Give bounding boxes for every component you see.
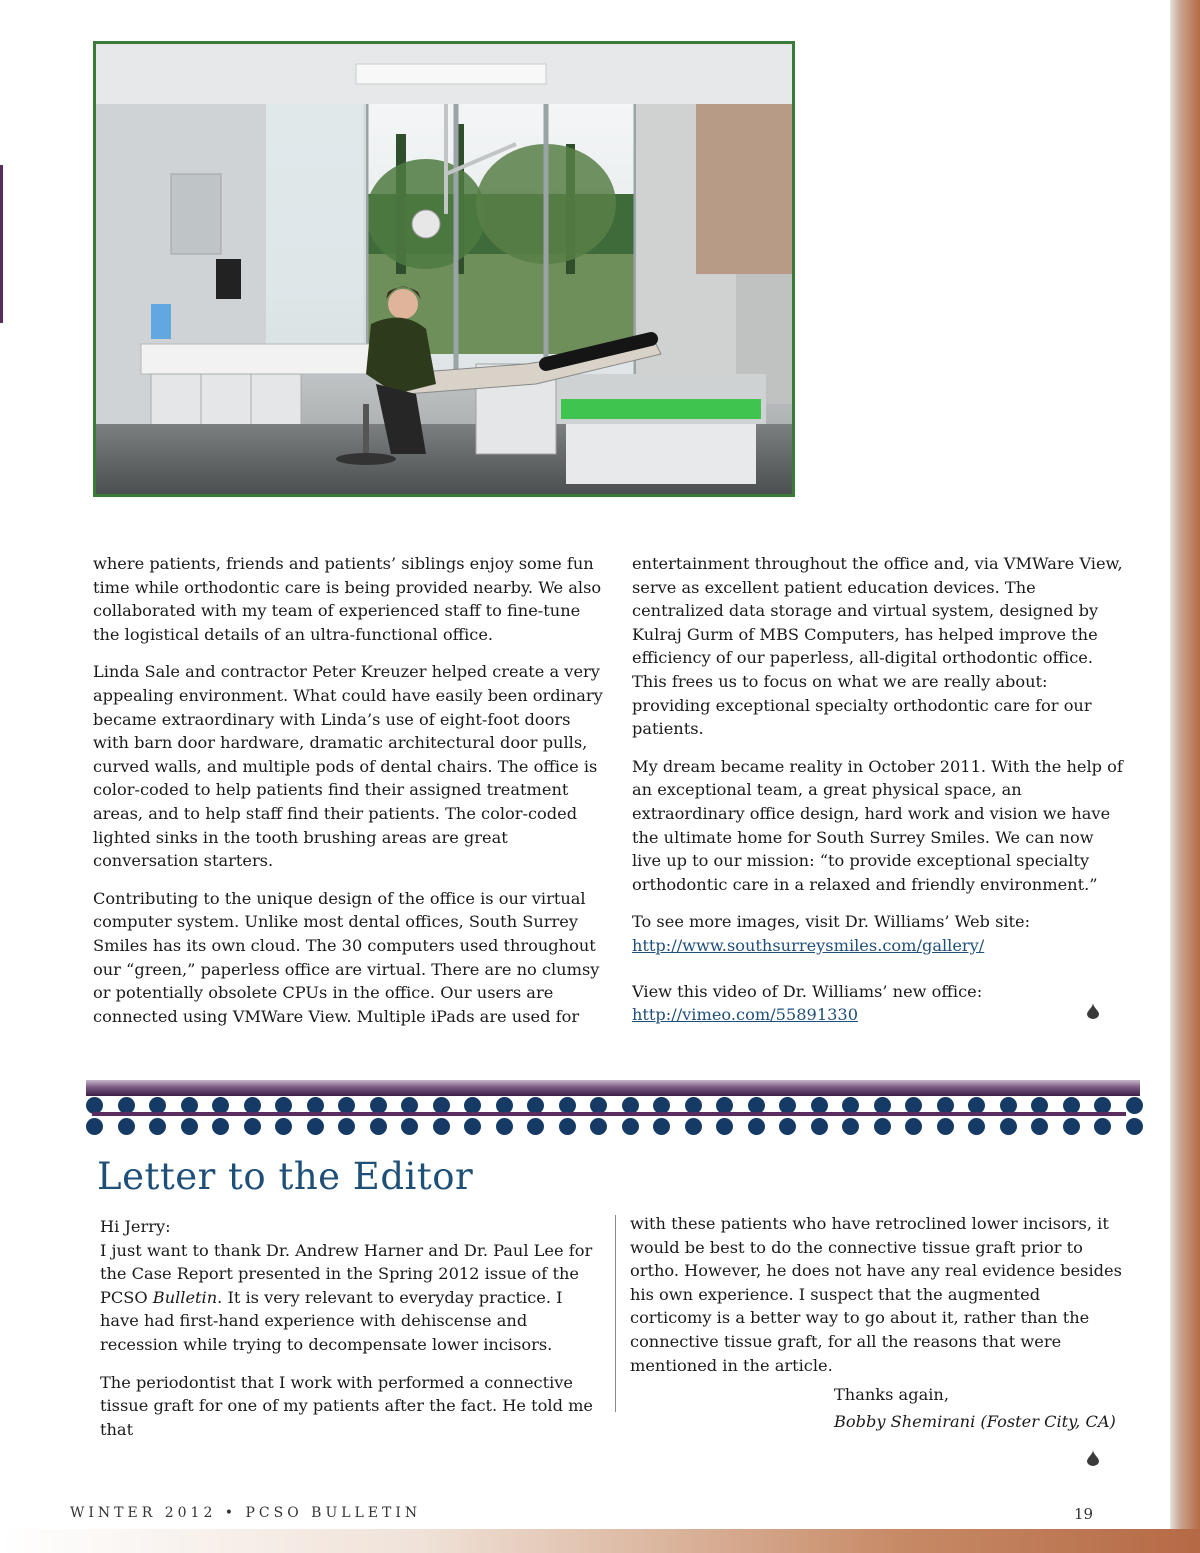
decorative-dot bbox=[748, 1118, 765, 1135]
decorative-dot bbox=[370, 1118, 387, 1135]
letter-signoff bbox=[834, 1381, 1116, 1435]
drop-end-icon bbox=[1087, 1450, 1099, 1466]
photo-illustration bbox=[96, 44, 792, 494]
decorative-dot bbox=[244, 1118, 261, 1135]
decorative-dot bbox=[874, 1118, 891, 1135]
decorative-dot bbox=[1126, 1097, 1143, 1114]
decorative-dot bbox=[118, 1118, 135, 1135]
letter-greeting: Hi Jerry: bbox=[100, 1217, 171, 1236]
letter-text: . It is very relevant to everyday practice. I have had first-hand experience with dehiscense and recession while trying to decompensate lower incisors. bbox=[100, 1287, 563, 1354]
drop-end-icon bbox=[1087, 1003, 1099, 1019]
decorative-dot bbox=[401, 1118, 418, 1135]
article-paragraph: My dream became reality in October 2011. With the help of an exceptional team, a great physical space, an extraordinary office design, hard work and vision we have the ultimate home for South Surrey Smiles. We can now live up to our mission: “to provide exceptional specialty orthodontic care in a relaxed and friendly environment.” bbox=[632, 756, 1123, 894]
decorative-dot bbox=[527, 1118, 544, 1135]
article-paragraph: where patients, friends and patients’ siblings enjoy some fun time while orthodontic care is being provided nearby. We also collaborated with my team of experienced staff to fine-tune the logistical details of an ultra-functional office. bbox=[93, 554, 602, 644]
dot-row-bottom bbox=[86, 1118, 1142, 1136]
decorative-dot bbox=[905, 1118, 922, 1135]
decorative-dot bbox=[779, 1118, 796, 1135]
publication-name: Bulletin bbox=[152, 1287, 218, 1307]
article-paragraph: Linda Sale and contractor Peter Kreuzer helped create a very appealing environment. What could have easily been ordinary became extraordinary with Linda’s use of eight-foot doors with barn door hardware, dramatic architectural door pulls, curved walls, and multiple pods of dental chairs. The office is color-coded to help patients find their assigned treatment areas, and to help staff find their patients. The color-coded lighted sinks in the tooth brushing areas are great conversation starters. bbox=[93, 662, 603, 871]
decorative-dot bbox=[275, 1118, 292, 1135]
article-column-right bbox=[632, 552, 1127, 1041]
letter-column-left bbox=[100, 1215, 605, 1455]
decorative-dot bbox=[1063, 1118, 1080, 1135]
article-paragraph: Contributing to the unique design of the office is our virtual computer system. Unlike most dental offices, South Surrey Smiles has its own cloud. The 30 computers used throughout our “green,” paperless office are virtual. There are no clumsy or potentially obsolete CPUs in the office. Our users are connected using VMWare View. Multiple iPads are used for bbox=[93, 888, 600, 1026]
left-edge-rule bbox=[0, 165, 3, 323]
bottom-edge-bar bbox=[0, 1529, 1200, 1553]
decorative-dot bbox=[496, 1118, 513, 1135]
decorative-dot bbox=[1126, 1118, 1143, 1135]
letter-text: I just want to thank Dr. Andrew Harner and Dr. Paul Lee for the Case Report presented in the Spring 2012 issue of the PCSO bbox=[100, 1240, 593, 1307]
decorative-dot bbox=[338, 1118, 355, 1135]
video-link[interactable]: http://vimeo.com/55891330 bbox=[632, 1005, 859, 1025]
decorative-dot bbox=[1000, 1118, 1017, 1135]
decorative-dot bbox=[622, 1118, 639, 1135]
decorative-dot bbox=[716, 1118, 733, 1135]
column-separator bbox=[615, 1215, 616, 1412]
decorative-dot bbox=[1031, 1118, 1048, 1135]
decorative-dot bbox=[811, 1118, 828, 1135]
decorative-dot bbox=[307, 1118, 324, 1135]
decorative-dot bbox=[590, 1118, 607, 1135]
decorative-dot bbox=[937, 1118, 954, 1135]
footer-publication: WINTER 2012 • PCSO BULLETIN bbox=[70, 1505, 422, 1521]
decorative-dot bbox=[433, 1118, 450, 1135]
decorative-dot bbox=[968, 1118, 985, 1135]
letter-column-right bbox=[630, 1212, 1125, 1391]
letter-paragraph: The periodontist that I work with performed a connective tissue graft for one of my patients after the fact. He told me that bbox=[100, 1372, 594, 1439]
decorative-dot bbox=[181, 1118, 198, 1135]
video-intro: View this video of Dr. Williams’ new office: bbox=[632, 981, 983, 1001]
decorative-dot bbox=[685, 1118, 702, 1135]
decorative-dot bbox=[653, 1118, 670, 1135]
right-edge-bar bbox=[1170, 0, 1200, 1553]
gallery-intro: To see more images, visit Dr. Williams’ Web site: bbox=[632, 912, 1031, 932]
divider-band bbox=[86, 1080, 1140, 1096]
letter-paragraph bbox=[100, 1215, 605, 1357]
closing: Thanks again, bbox=[834, 1385, 949, 1404]
dental-office-photo bbox=[93, 41, 795, 497]
section-title: Letter to the Editor bbox=[97, 1155, 474, 1198]
letter-paragraph: with these patients who have retroclined lower incisors, it would be best to do the connective tissue graft prior to ortho. However, he does not have any real evidence besides his own experience. I suspect that the augmented corticomy is a better way to go about it, rather than the connective tissue graft, for all the reasons that were mentioned in the article. bbox=[630, 1214, 1122, 1375]
signature: Bobby Shemirani (Foster City, CA) bbox=[834, 1412, 1116, 1431]
decorative-dot bbox=[86, 1118, 103, 1135]
decorative-dot bbox=[212, 1118, 229, 1135]
decorative-dot bbox=[464, 1118, 481, 1135]
divider-line bbox=[92, 1112, 1126, 1116]
decorative-dot bbox=[559, 1118, 576, 1135]
video-note bbox=[632, 980, 1127, 1027]
decorative-dot bbox=[842, 1118, 859, 1135]
article-paragraph: entertainment throughout the office and, via VMWare View, serve as excellent patient education devices. The centralized data storage and virtual system, designed by Kulraj Gurm of MBS Computers, has helped improve the efficiency of our paperless, all-digital orthodontic office. This frees us to focus on what we are really about: providing exceptional specialty orthodontic care for our patients. bbox=[632, 554, 1123, 739]
page-number: 19 bbox=[1074, 1505, 1094, 1523]
gallery-note bbox=[632, 910, 1127, 957]
decorative-dot bbox=[1094, 1118, 1111, 1135]
gallery-link[interactable]: http://www.southsurreysmiles.com/gallery/ bbox=[632, 935, 985, 955]
article-column-left bbox=[93, 552, 603, 1042]
decorative-dot bbox=[149, 1118, 166, 1135]
